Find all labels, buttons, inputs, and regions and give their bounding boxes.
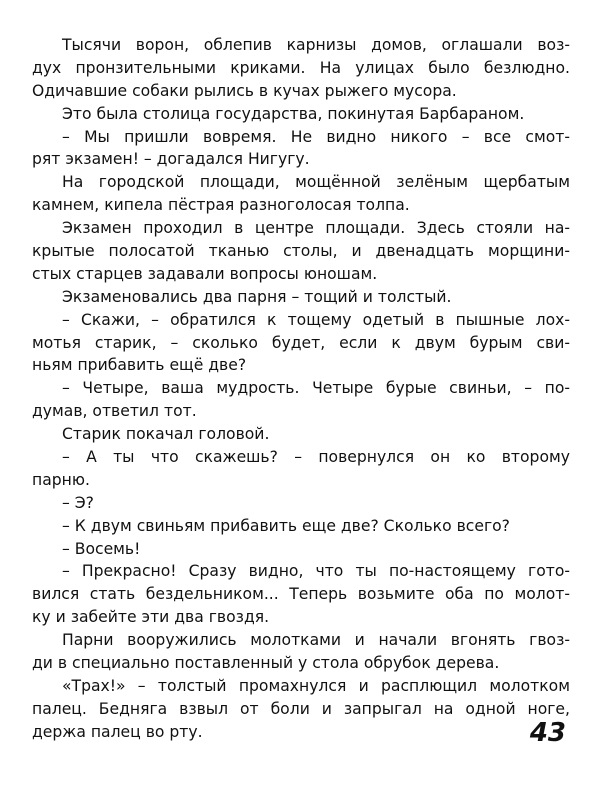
page-number: 43: [529, 718, 566, 748]
text-line: На городской площади, мощённой зелёным щербатым: [62, 173, 570, 192]
text-line: – Мы пришли вовремя. Не видно никого – все смот-: [62, 127, 570, 146]
paragraph: [32, 126, 570, 172]
text-line: ку и забейте эти два гвоздя.: [32, 608, 270, 627]
paragraph: [32, 446, 570, 492]
paragraph: [32, 560, 570, 629]
text-line: – Скажи, – обратился к тощему одетый в пышные лох-: [62, 310, 570, 329]
text-line: крытые полосатой тканью столы, и двенадцать морщини-: [32, 242, 570, 261]
text-line: стых старцев задавали вопросы юношам.: [32, 264, 378, 283]
text-line: рят экзамен! – догадался Нигугу.: [32, 150, 310, 169]
text-line: камнем, кипела пёстрая разноголосая толпа.: [32, 196, 410, 215]
text-line: мотья старик, – сколько будет, если к двум бурым сви-: [32, 333, 570, 352]
text-line: палец. Бедняга взвыл от боли и запрыгал на одной ноге,: [32, 699, 570, 718]
paragraph: [32, 492, 570, 515]
paragraph: [32, 377, 570, 423]
paragraph: [32, 309, 570, 378]
text-line: дух пронзительными криками. На улицах было безлюдно.: [32, 58, 570, 77]
paragraph: [32, 103, 570, 126]
paragraph: [32, 286, 570, 309]
text-line: – Прекрасно! Сразу видно, что ты по-настоящему гото-: [62, 562, 570, 581]
paragraph: [32, 171, 570, 217]
text-line: – Э?: [62, 493, 94, 512]
text-line: Парни вооружились молотками и начали вгонять гвоз-: [62, 631, 570, 650]
paragraph: [32, 34, 570, 103]
text-line: – А ты что скажешь? – повернулся он ко второму: [62, 448, 570, 467]
paragraph: [32, 217, 570, 286]
text-line: – Четыре, ваша мудрость. Четыре бурые свиньи, – по-: [62, 379, 570, 398]
text-line: Тысячи ворон, облепив карнизы домов, оглашали воз-: [62, 36, 570, 54]
text-line: «Трах!» – толстый промахнулся и расплющил молотком: [62, 676, 570, 695]
text-line: – К двум свиньям прибавить еще две? Сколько всего?: [62, 516, 510, 535]
paragraph: [32, 423, 570, 446]
text-line: ньям прибавить ещё две?: [32, 356, 247, 375]
text-line: парню.: [32, 470, 90, 489]
text-line: – Восемь!: [62, 539, 141, 558]
paragraph: [32, 629, 570, 675]
text-line: Экзаменовались два парня – тощий и толстый.: [62, 287, 452, 306]
text-line: ди в специально поставленный у стола обрубок дерева.: [32, 654, 500, 673]
page-text: [32, 34, 570, 744]
text-line: вился стать бездельником... Теперь возьмите оба по молот-: [32, 585, 570, 604]
text-line: Старик покачал головой.: [62, 425, 270, 444]
text-line: держа палец во рту.: [32, 722, 203, 741]
paragraph: [32, 515, 570, 538]
paragraph: [32, 675, 570, 744]
text-line: думав, ответил тот.: [32, 402, 197, 421]
text-line: Одичавшие собаки рылись в кучах рыжего мусора.: [32, 81, 457, 100]
text-line: Экзамен проходил в центре площади. Здесь стояли на-: [62, 219, 570, 238]
text-line: Это была столица государства, покинутая Барбараном.: [62, 104, 525, 123]
paragraph: [32, 538, 570, 561]
